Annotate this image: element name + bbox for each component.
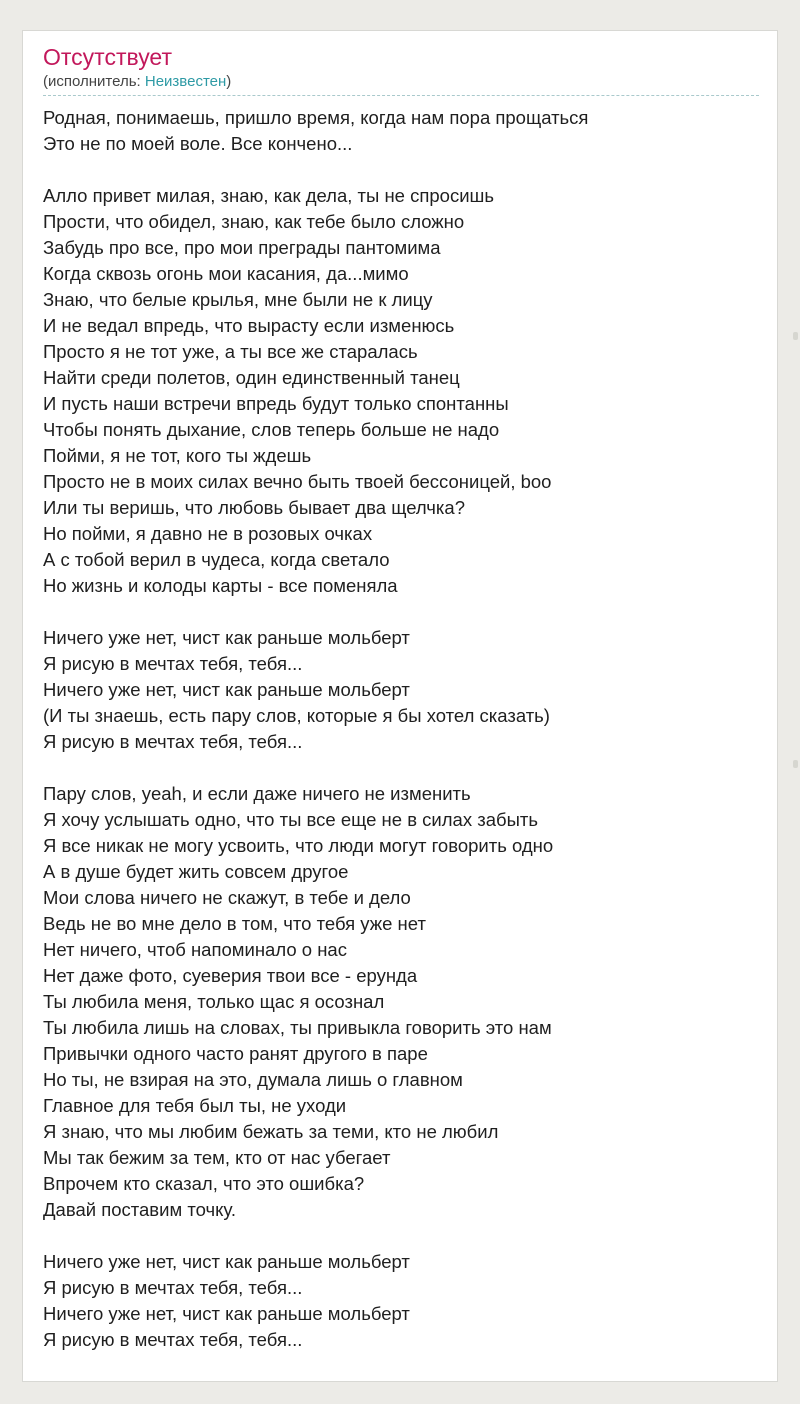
song-title: Отсутствует	[43, 44, 172, 70]
lyrics-stanza	[43, 105, 759, 157]
lyrics-line: Я все никак не могу усвоить, что люди могут говорить одно	[43, 835, 554, 856]
lyrics-body	[43, 105, 759, 1379]
lyrics-line: Ты любила лишь на словах, ты привыкла говорить это нам	[43, 1017, 552, 1038]
lyrics-line: А в душе будет жить совсем другое	[43, 861, 349, 882]
lyrics-line: Ничего уже нет, чист как раньше мольберт	[43, 1303, 410, 1324]
lyrics-line: Пару слов, yeah, и если даже ничего не изменить	[43, 783, 471, 804]
artist-link[interactable]: Неизвестен	[144, 73, 227, 90]
lyrics-stanza	[43, 781, 759, 1223]
lyrics-line: Мы так бежим за тем, кто от нас убегает	[43, 1147, 391, 1168]
lyrics-line: Просто не в моих силах вечно быть твоей бессоницей, boo	[43, 471, 552, 492]
lyrics-line: Найти среди полетов, один единственный танец	[43, 367, 460, 388]
lyrics-line: Ничего уже нет, чист как раньше мольберт	[43, 1251, 410, 1272]
lyrics-line: Но жизнь и колоды карты - все поменяла	[43, 575, 398, 596]
lyrics-line: Привычки одного часто ранят другого в паре	[43, 1043, 428, 1064]
lyrics-line: И пусть наши встречи впредь будут только спонтанны	[43, 393, 509, 414]
decorative-edge-mark	[793, 332, 798, 340]
lyrics-line: Когда сквозь огонь мои касания, да...мимо	[43, 263, 409, 284]
lyrics-line: Я рисую в мечтах тебя, тебя...	[43, 1277, 303, 1298]
lyrics-line: (И ты знаешь, есть пару слов, которые я бы хотел сказать)	[43, 705, 550, 726]
lyrics-line: Ничего уже нет, чист как раньше мольберт	[43, 627, 410, 648]
lyrics-line: А с тобой верил в чудеса, когда светало	[43, 549, 390, 570]
lyrics-line: Главное для тебя был ты, не уходи	[43, 1095, 347, 1116]
lyrics-line: Но ты, не взирая на это, думала лишь о главном	[43, 1069, 463, 1090]
lyrics-line: Чтобы понять дыхание, слов теперь больше не надо	[43, 419, 500, 440]
lyrics-line: Я рисую в мечтах тебя, тебя...	[43, 1329, 303, 1350]
lyrics-line: Нет даже фото, суеверия твои все - ерунда	[43, 965, 418, 986]
lyrics-line: Я знаю, что мы любим бежать за теми, кто не любил	[43, 1121, 499, 1142]
lyrics-line: Ведь не во мне дело в том, что тебя уже нет	[43, 913, 426, 934]
lyrics-line: Ты любила меня, только щас я осознал	[43, 991, 385, 1012]
lyrics-line: Впрочем кто сказал, что это ошибка?	[43, 1173, 365, 1194]
lyrics-line: Мои слова ничего не скажут, в тебе и дело	[43, 887, 411, 908]
lyrics-line: Знаю, что белые крылья, мне были не к лицу	[43, 289, 433, 310]
lyrics-stanza	[43, 183, 759, 599]
lyrics-line: Нет ничего, чтоб напоминало о нас	[43, 939, 347, 960]
lyrics-line: Или ты веришь, что любовь бывает два щелчка?	[43, 497, 465, 518]
lyrics-line: Прости, что обидел, знаю, как тебе было сложно	[43, 211, 465, 232]
lyrics-line: Забудь про все, про мои преграды пантомима	[43, 237, 441, 258]
lyrics-stanza	[43, 1249, 759, 1353]
lyrics-card	[22, 30, 778, 1382]
artist-suffix: )	[226, 73, 232, 90]
lyrics-line: Я рисую в мечтах тебя, тебя...	[43, 731, 303, 752]
decorative-edge-mark	[793, 760, 798, 768]
lyrics-line: Родная, понимаешь, пришло время, когда нам пора прощаться	[43, 107, 589, 128]
lyrics-line: Ничего уже нет, чист как раньше мольберт	[43, 679, 410, 700]
lyrics-line: Я хочу услышать одно, что ты все еще не в силах забыть	[43, 809, 538, 830]
artist-prefix: (исполнитель:	[43, 73, 145, 90]
lyrics-line: Просто я не тот уже, а ты все же старалась	[43, 341, 418, 362]
artist-line	[43, 72, 231, 92]
lyrics-line: Давай поставим точку.	[43, 1199, 236, 1220]
lyrics-line: Пойми, я не тот, кого ты ждешь	[43, 445, 312, 466]
lyrics-line: И не ведал впредь, что вырасту если изменюсь	[43, 315, 455, 336]
lyrics-line: Это не по моей воле. Все кончено...	[43, 133, 353, 154]
lyrics-line: Алло привет милая, знаю, как дела, ты не спросишь	[43, 185, 495, 206]
lyrics-line: Я рисую в мечтах тебя, тебя...	[43, 653, 303, 674]
lyrics-stanza	[43, 625, 759, 755]
song-header	[43, 43, 759, 96]
lyrics-line: Но пойми, я давно не в розовых очках	[43, 523, 373, 544]
